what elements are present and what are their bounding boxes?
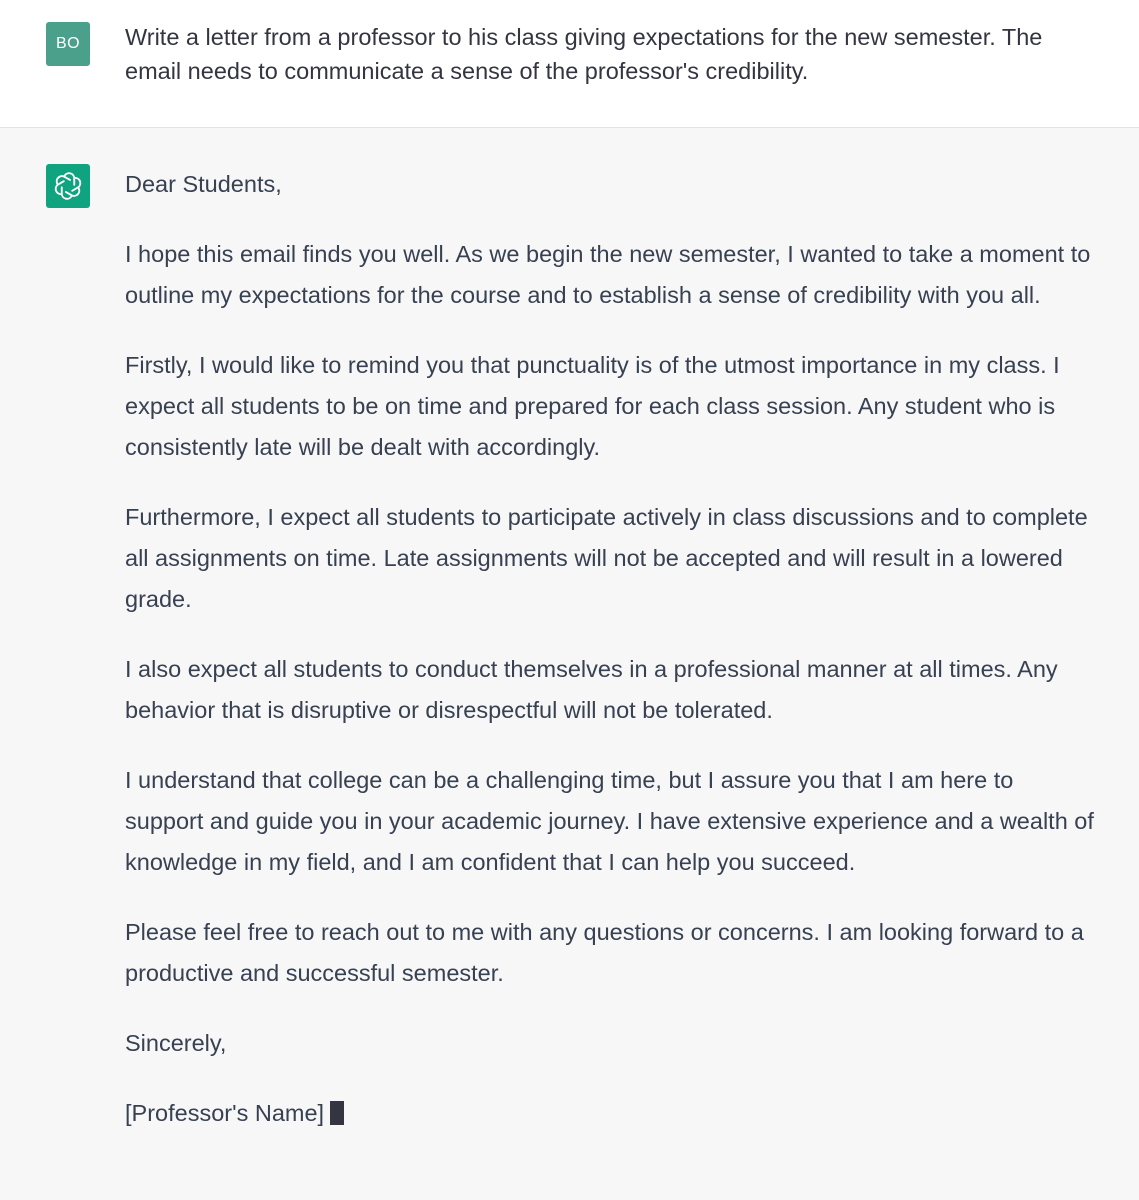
letter-paragraph: I understand that college can be a challenging time, but I assure you that I am here to support and guide you in your academic journey. I have extensive experience and a wealth of knowledge in my field, and I am confident that I can help you succeed. xyxy=(125,767,1094,875)
assistant-avatar xyxy=(46,164,90,208)
letter-paragraph: Please feel free to reach out to me with any questions or concerns. I am looking forward to a productive and successful semester. xyxy=(125,919,1084,986)
letter-paragraph: I also expect all students to conduct themselves in a professional manner at all times. Any behavior that is disruptive or disrespectful will not be tolerated. xyxy=(125,656,1058,723)
openai-logo-icon xyxy=(53,171,83,201)
user-prompt-text: Write a letter from a professor to his class giving expectations for the new semester. The email needs to communicate a sense of the professor's credibility. xyxy=(125,24,1043,84)
letter-closing: Sincerely, xyxy=(125,1030,227,1056)
user-message-row xyxy=(0,0,1139,128)
letter-signature-line xyxy=(125,1093,1095,1134)
letter-signature: [Professor's Name] xyxy=(125,1100,325,1126)
user-avatar: BO xyxy=(46,22,90,66)
letter-paragraph: Firstly, I would like to remind you that punctuality is of the utmost importance in my class. I expect all students to be on time and prepared for each class session. Any student who is consistently late will be dealt with accordingly. xyxy=(125,352,1060,460)
typing-cursor xyxy=(330,1101,344,1125)
letter-paragraph: Furthermore, I expect all students to participate actively in class discussions and to complete all assignments on time. Late assignments will not be accepted and will result in a lowered grade. xyxy=(125,504,1088,612)
letter-paragraph: I hope this email finds you well. As we begin the new semester, I wanted to take a moment to outline my expectations for the course and to establish a sense of credibility with you all. xyxy=(125,241,1091,308)
letter-greeting: Dear Students, xyxy=(125,171,282,197)
assistant-message-row xyxy=(0,128,1139,1200)
assistant-response xyxy=(125,164,1095,1134)
